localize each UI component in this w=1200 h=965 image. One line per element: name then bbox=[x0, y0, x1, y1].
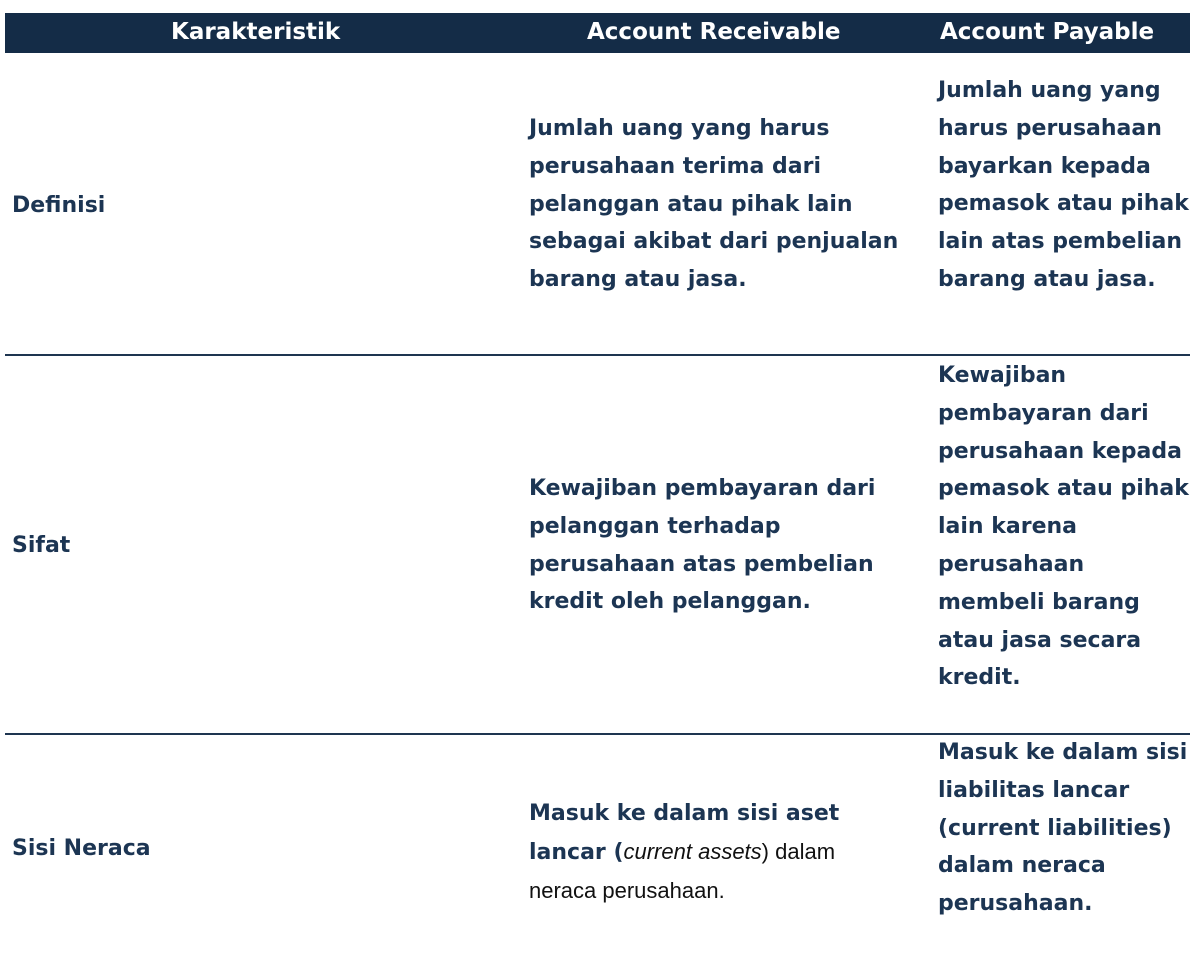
table-header bbox=[5, 13, 1190, 53]
receivable-line-3: neraca perusahaan. bbox=[529, 877, 725, 903]
current-assets-term: current assets bbox=[623, 838, 762, 864]
receivable-line-2-prefix: lancar ( bbox=[529, 839, 624, 865]
receivable-line-2 bbox=[529, 833, 929, 872]
receivable-line-2-suffix: ) dalam bbox=[761, 838, 836, 864]
table-row-sisi-neraca bbox=[5, 735, 1190, 965]
row-label: Definisi bbox=[12, 193, 106, 218]
header-account-receivable: Account Receivable bbox=[587, 19, 841, 45]
receivable-line-1: Masuk ke dalam sisi aset bbox=[529, 801, 840, 826]
table-row-sifat bbox=[5, 356, 1190, 735]
table-row-definisi bbox=[5, 53, 1190, 356]
payable-cell: Jumlah uang yang harus perusahaan bayarkan kepada pemasok atau pihak lain atas pembelian barang atau jasa. bbox=[938, 78, 1189, 292]
receivable-cell bbox=[529, 795, 929, 909]
row-label: Sifat bbox=[12, 533, 71, 558]
header-account-payable: Account Payable bbox=[940, 19, 1155, 45]
header-karakteristik: Karakteristik bbox=[171, 19, 341, 45]
payable-cell: Masuk ke dalam sisi liabilitas lancar (current liabilities) dalam neraca perusahaan. bbox=[938, 740, 1188, 917]
receivable-cell: Jumlah uang yang harus perusahaan terima dari pelanggan atau pihak lain sebagai akibat dari penjualan barang atau jasa. bbox=[529, 116, 899, 293]
payable-cell: Kewajiban pembayaran dari perusahaan kepada pemasok atau pihak lain karena perusahaan membeli barang atau jasa secara kredit. bbox=[938, 363, 1189, 691]
row-label: Sisi Neraca bbox=[12, 836, 151, 861]
comparison-table bbox=[5, 13, 1190, 965]
receivable-cell: Kewajiban pembayaran dari pelanggan terhadap perusahaan atas pembelian kredit oleh pelanggan. bbox=[529, 476, 876, 615]
